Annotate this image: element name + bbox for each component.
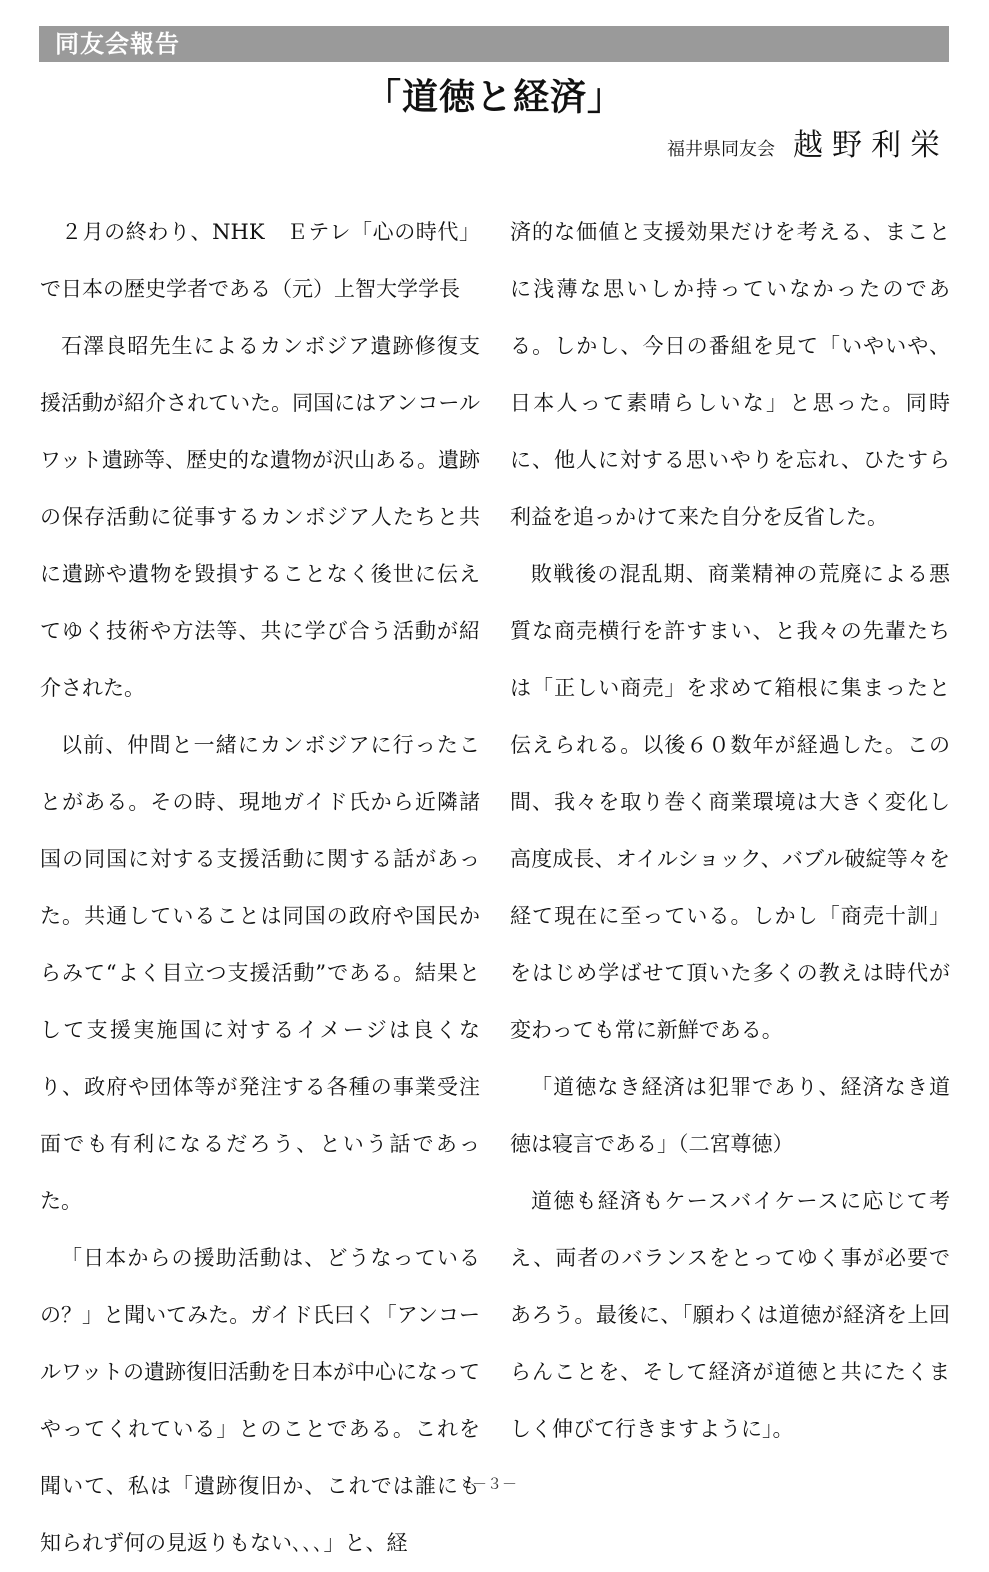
paragraph: 石澤良昭先生によるカンボジア遺跡修復支援活動が紹介されていた。同国にはアンコールワット遺跡等、歴史的な遺物が沢山ある。遺跡の保存活動に従事するカンボジア人たちと共に遺跡や遺物を毀損することなく後世に伝えてゆく技術や方法等、共に学び合う活動が紹介された。 — [40, 334, 480, 700]
paragraph-continued: 済的な価値と支援効果だけを考える、まことに浅薄な思いしか持っていなかったのである。しかし、今日の番組を見て「いやいや、日本人って素晴らしいな」と思った。同時に、他人に対する思いやりを忘れ、ひたすら利益を追っかけて来た自分を反省した。 — [510, 220, 950, 529]
author-name: 越野利栄 — [793, 128, 949, 163]
article-title: 「道徳と経済」 — [364, 77, 624, 118]
paragraph: 敗戦後の混乱期、商業精神の荒廃による悪質な商売横行を許すまい、と我々の先輩たちは「正しい商売」を求めて箱根に集まったと伝えられる。以後６０数年が経過した。この間、我々を取り巻く商業環境は大きく変化し高度成長、オイルショック、バブル破綻等々を経て現在に至っている。しかし「商売十訓」をはじめ学ばせて頂いた多くの教えは時代が変わっても常に新鮮である。 — [510, 562, 950, 1042]
author-organization: 福井県同友会 — [667, 139, 775, 160]
paragraph: 以前、仲間と一緒にカンボジアに行ったことがある。その時、現地ガイド氏から近隣諸国の同国に対する支援活動に関する話があった。共通していることは同国の政府や国民からみて“よく目立つ支援活動”である。結果として支援実施国に対するイメージは良くなり、政府や団体等が発注する各種の事業受注面でも有利になるだろう、という話であった。 — [40, 733, 480, 1213]
paragraph: 「日本からの援助活動は、どうなっているの？」と聞いてみた。ガイド氏曰く「アンコールワットの遺跡復旧活動を日本が中心になってやってくれている」とのことである。これを聞いて、私は「遺跡復旧か、これでは誰にも知られず何の見返りもない､､､」と、経 — [40, 1246, 480, 1555]
paragraph: 道徳も経済もケースバイケースに応じて考え、両者のバランスをとってゆく事が必要であろう。最後に、「願わくは道徳が経済を上回らんことを、そして経済が道徳と共にたくましく伸びて行きますように」。 — [510, 1189, 950, 1441]
page-number: －３－ — [471, 1475, 517, 1493]
right-column — [510, 204, 950, 1458]
paragraph: ２月の終わり、NHK Ｅテレ「心の時代」で日本の歴史学者である（元）上智大学学長 — [40, 220, 480, 301]
quote-paragraph: 「道徳なき経済は犯罪であり、経済なき道徳は寝言である」（二宮尊徳） — [510, 1075, 950, 1156]
section-banner: 同友会報告 — [39, 26, 949, 62]
left-column — [40, 204, 480, 1572]
byline — [667, 120, 949, 163]
